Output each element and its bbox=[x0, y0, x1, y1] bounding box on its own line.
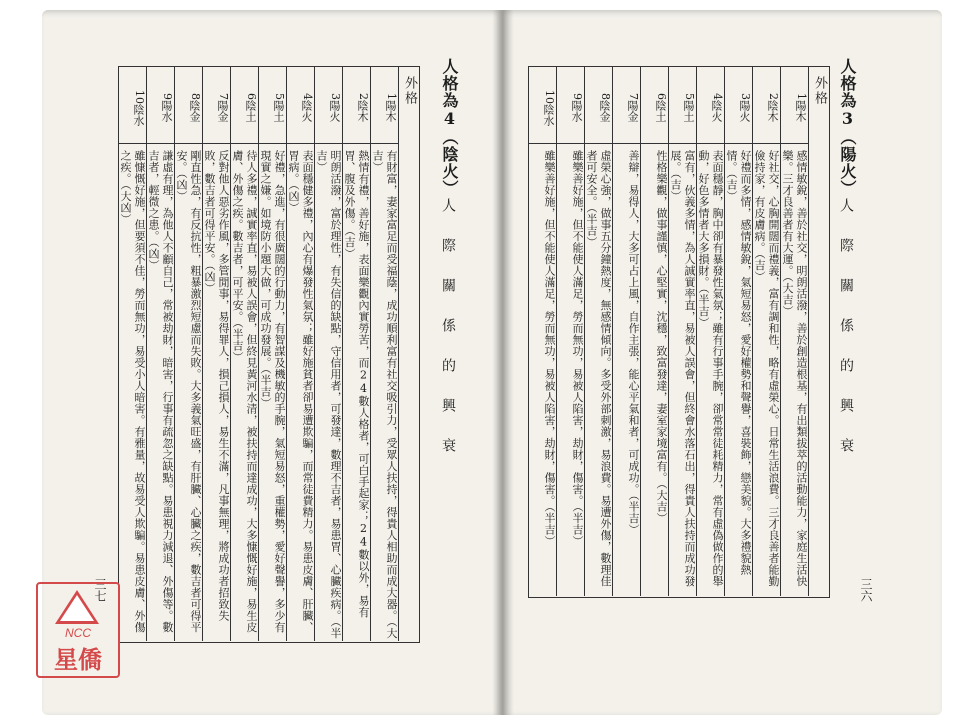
row-number: 3 bbox=[739, 93, 752, 100]
row-number-cell bbox=[370, 66, 398, 144]
table-row bbox=[556, 66, 585, 596]
row-element-name: 陽木 bbox=[384, 100, 397, 122]
row-number: 7 bbox=[217, 93, 230, 100]
row-number-cell bbox=[780, 66, 808, 144]
left-column-title: 人際關係的興衰 bbox=[440, 198, 456, 478]
row-number-cell bbox=[612, 66, 640, 144]
row-number-cell bbox=[202, 66, 230, 144]
row-description: 感情敏銳，善於社交，明朗活潑，善於創造根基，有出類拔萃的活動能力，家庭生活快樂。三才良善者有大運。（大吉） bbox=[781, 150, 808, 587]
row-number-cell bbox=[118, 66, 146, 144]
right-side-label: 外格 bbox=[812, 76, 827, 106]
row-description: 剛直性急，有反抗性，粗暴激烈短慮而失敗。大多義氣旺盛，有肝臟、心臟之疾，數吉者可得平安。（凶） bbox=[175, 150, 202, 633]
row-number-cell bbox=[584, 66, 612, 144]
triangle-logo-icon bbox=[55, 590, 99, 624]
left-side-label: 外格 bbox=[402, 76, 417, 106]
left-header-label: 人格為4 bbox=[440, 58, 459, 129]
row-description: 表面穩健多禮，內心有爆發性氣氛；雖好施貧者卻易遭欺騙，而常徒費精力。易患皮膚、肝臟、胃病。（凶） bbox=[287, 150, 314, 633]
row-element-name: 陰金 bbox=[598, 100, 611, 122]
table-row bbox=[314, 66, 343, 641]
row-description: 性格樂觀，做事謹慎，心堅實，沈穩，致富發達，妻室家境富有。（大吉） bbox=[655, 150, 668, 524]
row-number-cell bbox=[752, 66, 780, 144]
row-number: 4 bbox=[301, 93, 314, 100]
row-number: 2 bbox=[767, 93, 780, 100]
watermark-stamp bbox=[36, 582, 120, 678]
row-element-name: 陽水 bbox=[570, 100, 583, 122]
row-number-cell bbox=[528, 66, 556, 144]
row-element-name: 陽土 bbox=[272, 100, 285, 122]
row-number-cell bbox=[556, 66, 584, 144]
row-number: 10 bbox=[543, 89, 556, 104]
row-number-cell bbox=[286, 66, 314, 144]
table-row bbox=[258, 66, 287, 641]
row-number: 6 bbox=[245, 93, 258, 100]
row-number: 10 bbox=[133, 89, 146, 104]
row-element-name: 陽金 bbox=[216, 100, 229, 122]
table-row bbox=[230, 66, 259, 641]
table-row bbox=[752, 66, 781, 596]
left-page-header bbox=[438, 58, 461, 197]
right-header-label: 人格為3 bbox=[838, 58, 857, 129]
left-page-number: 三七 bbox=[93, 578, 107, 602]
row-number: 8 bbox=[189, 93, 202, 100]
row-description: 善辯，易得人，大多可占上風，自作主張，能心平氣和者，可成功。（半吉） bbox=[627, 150, 640, 536]
row-number: 7 bbox=[627, 93, 640, 100]
right-page-header bbox=[836, 58, 859, 197]
table-row bbox=[202, 66, 231, 641]
row-description: 謙虛有理，為他人不顧自己，常被劫財，暗害，行事有疏忽之缺點。易患視力減退、外傷等。數吉者，輕微之患。（凶） bbox=[147, 150, 174, 633]
stamp-logo-text: NCC bbox=[65, 626, 91, 640]
row-description: 明朗活潑，富於理性，有失信的缺點，守信用者，可發達，數理不吉者，易患胃、心臟疾病。（半吉） bbox=[315, 150, 342, 639]
row-number: 8 bbox=[599, 93, 612, 100]
row-number-cell bbox=[696, 66, 724, 144]
row-description: 富有，伙義多情，為人誠實率直，易被人誤會，但終會水落石出，得貴人扶持而成功發展。（吉） bbox=[669, 150, 696, 587]
stamp-name: 星僑 bbox=[54, 645, 102, 674]
row-number: 2 bbox=[357, 93, 370, 100]
row-number: 1 bbox=[795, 93, 808, 100]
row-element-name: 陰土 bbox=[244, 100, 257, 122]
row-number-cell bbox=[174, 66, 202, 144]
left-header-sub: （陰火） bbox=[440, 129, 459, 197]
table-row bbox=[780, 66, 809, 596]
row-description: 表面穩靜，胸中卻有暴發性氣氛；雖有行事手腕，卻常常徒耗精力，常有虛偽做作的舉動，好色多情者大多損財。（半吉） bbox=[697, 150, 724, 587]
table-row bbox=[584, 66, 613, 596]
right-column-title: 人際關係的興衰 bbox=[838, 198, 854, 478]
book-gutter bbox=[492, 10, 514, 715]
table-row bbox=[174, 66, 203, 641]
row-element-name: 陰水 bbox=[132, 103, 145, 126]
row-number: 9 bbox=[161, 93, 174, 100]
row-number-cell bbox=[258, 66, 286, 144]
row-number-cell bbox=[314, 66, 342, 144]
row-number: 5 bbox=[273, 93, 286, 100]
row-description: 雖樂善好施，但不能使人滿足，勞而無功，易被人陷害，劫財，傷害。（半吉） bbox=[571, 150, 584, 547]
row-element-name: 陽金 bbox=[626, 100, 639, 122]
row-element-name: 陰水 bbox=[542, 103, 555, 126]
row-element-name: 陰金 bbox=[188, 100, 201, 122]
row-element-name: 陰木 bbox=[766, 100, 779, 122]
row-description: 好禮而多情，感情敏銳，氣短易怒，愛好權勢和聲譽，喜裝飾，戀美貌。大多禮貌熱情。（吉） bbox=[725, 150, 752, 576]
table-row bbox=[640, 66, 669, 596]
row-number: 3 bbox=[329, 93, 342, 100]
row-number: 4 bbox=[711, 93, 724, 100]
row-element-name: 陽土 bbox=[682, 100, 695, 122]
row-description: 有財富，妻家富足而受福蔭，成功順利富有社交吸引力，受眾人扶持，得貴人相助而成大器。（大吉） bbox=[371, 150, 398, 639]
table-row bbox=[696, 66, 725, 596]
row-number: 5 bbox=[683, 93, 696, 100]
row-number-cell bbox=[668, 66, 696, 144]
table-row bbox=[528, 66, 557, 596]
table-row bbox=[286, 66, 315, 641]
row-element-name: 陽木 bbox=[794, 100, 807, 122]
row-element-name: 陰土 bbox=[654, 100, 667, 122]
row-number: 1 bbox=[385, 93, 398, 100]
row-description: 虛榮心強，做事五分鐘熱度，無感情傾向。多受外部刺激，易浪費。易遭外傷，數理佳者可安全。（半吉） bbox=[585, 150, 612, 587]
row-description: 待人多禮，誠實率直，易被人誤會，但終見黃河水清，被扶持而達成功，大多慷慨好施，易生皮膚、外傷之疾。數吉者，可平安。（半吉） bbox=[231, 150, 258, 633]
right-page-number: 三六 bbox=[859, 578, 873, 602]
table-row bbox=[612, 66, 641, 596]
row-number: 9 bbox=[571, 93, 584, 100]
row-number-cell bbox=[230, 66, 258, 144]
row-element-name: 陰火 bbox=[710, 100, 723, 122]
row-number: 6 bbox=[655, 93, 668, 100]
row-description: 好社交，心胸開闊而禮義，富有調和性，略有虛榮心。日常生活浪費。三才良善者能勤儉持家，有皮膚病。（吉） bbox=[753, 150, 780, 587]
row-element-name: 陰木 bbox=[356, 100, 369, 122]
row-description: 雖樂善好施，但不能使人滿足，勞而無功，易被人陷害，劫財，傷害。（半吉） bbox=[543, 150, 556, 547]
table-row bbox=[146, 66, 175, 641]
table-row bbox=[668, 66, 697, 596]
row-element-name: 陽火 bbox=[738, 100, 751, 122]
table-row bbox=[118, 66, 147, 641]
row-description: 雖慷慨好施，但要須不佳，勞而無功，易受小人暗害。有雅量，故易受人欺騙。易患皮膚、外傷之疾。（大凶） bbox=[119, 150, 146, 633]
row-number-cell bbox=[146, 66, 174, 144]
row-description: 反對他人惡劣作風，多管閒事，易得罪人，損己損人，易生不滿，凡事無理，將成功者招致失敗，數吉者可得平安。（凶） bbox=[203, 150, 230, 622]
row-description: 熱情有禮，善好施，表面樂觀內實勞苦，而24數人格者，可白手起家；24數以外，易有胃、腹及外傷。（吉） bbox=[343, 150, 370, 618]
table-row bbox=[724, 66, 753, 596]
row-element-name: 陽水 bbox=[160, 100, 173, 122]
table-row bbox=[342, 66, 371, 641]
row-element-name: 陰火 bbox=[300, 100, 313, 122]
table-row bbox=[370, 66, 399, 641]
row-number-cell bbox=[640, 66, 668, 144]
row-number-cell bbox=[342, 66, 370, 144]
row-element-name: 陽火 bbox=[328, 100, 341, 122]
row-description: 好禮，急進，有很廣闊的行動力，有智謀及機敏的手腕，氣短易怒，重權勢，愛好聲譽，多少有現實之嫌。如境防小題大做，可成功發展。（半吉） bbox=[259, 150, 286, 633]
right-header-sub: （陽火） bbox=[838, 129, 857, 197]
row-number-cell bbox=[724, 66, 752, 144]
